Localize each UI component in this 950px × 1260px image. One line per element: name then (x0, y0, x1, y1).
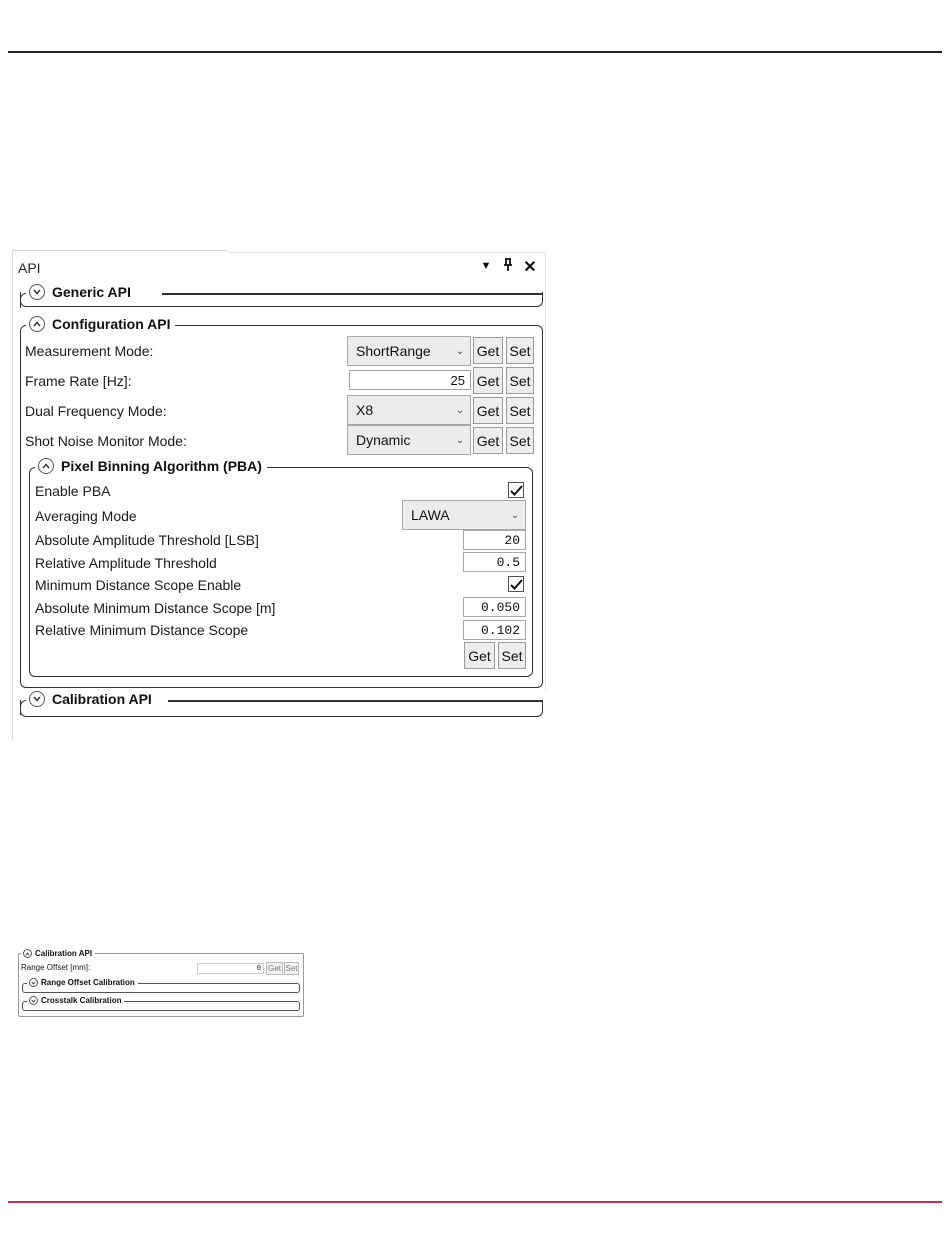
shot-noise-set-button[interactable]: Set (506, 427, 534, 454)
min-distance-scope-enable-label: Minimum Distance Scope Enable (35, 577, 242, 593)
pin-icon[interactable] (500, 258, 516, 275)
range-offset-calibration-title: Range Offset Calibration (41, 978, 135, 987)
range-offset-input[interactable]: 0 (197, 963, 264, 974)
dual-frequency-mode-value: X8 (356, 402, 374, 418)
api-panel (12, 250, 546, 740)
chevron-down-icon: ⌄ (455, 434, 465, 446)
abs-min-distance-scope-label: Absolute Minimum Distance Scope [m] (35, 600, 276, 616)
panel-menu-dropdown-icon[interactable]: ▼ (480, 260, 492, 272)
chevron-down-icon: ⌄ (455, 345, 465, 357)
expand-chevron-icon[interactable] (29, 691, 45, 707)
measurement-mode-select[interactable] (347, 336, 471, 366)
range-offset-get-button[interactable]: Get (266, 962, 283, 975)
averaging-mode-select[interactable] (402, 500, 526, 530)
measurement-mode-get-button[interactable]: Get (473, 337, 503, 364)
pba-header[interactable] (35, 458, 267, 474)
frame-rate-set-button[interactable]: Set (506, 367, 534, 394)
mini-calibration-title: Calibration API (35, 949, 93, 958)
crosstalk-calibration-header[interactable] (27, 996, 124, 1005)
abs-amplitude-threshold-label: Absolute Amplitude Threshold [LSB] (35, 532, 259, 548)
panel-title: API (18, 260, 41, 276)
shot-noise-get-button[interactable]: Get (473, 427, 503, 454)
averaging-mode-label: Averaging Mode (35, 508, 137, 524)
dual-frequency-mode-select[interactable] (347, 395, 471, 425)
mini-calibration-header[interactable] (21, 949, 95, 958)
close-icon[interactable]: ✕ (523, 259, 537, 276)
measurement-mode-set-button[interactable]: Set (506, 337, 534, 364)
frame-rate-label: Frame Rate [Hz]: (25, 373, 132, 389)
configuration-api-header[interactable] (26, 316, 175, 332)
crosstalk-calibration-title: Crosstalk Calibration (41, 996, 122, 1005)
collapse-chevron-icon[interactable] (23, 949, 32, 958)
panel-frame-top (228, 252, 546, 253)
panel-left-border (12, 252, 13, 740)
calibration-api-header[interactable] (26, 691, 157, 707)
pba-set-button[interactable]: Set (498, 642, 526, 669)
shot-noise-monitor-mode-label: Shot Noise Monitor Mode: (25, 433, 187, 449)
top-rule (8, 51, 942, 53)
generic-api-title: Generic API (52, 284, 131, 300)
dual-frequency-set-button[interactable]: Set (506, 397, 534, 424)
measurement-mode-value: ShortRange (356, 343, 431, 359)
calibration-api-title: Calibration API (52, 691, 152, 707)
enable-pba-label: Enable PBA (35, 483, 111, 499)
expand-chevron-icon[interactable] (29, 284, 45, 300)
collapse-chevron-icon[interactable] (29, 316, 45, 332)
expand-chevron-icon[interactable] (29, 996, 38, 1005)
abs-min-distance-scope-input[interactable]: 0.050 (463, 597, 526, 617)
rel-min-distance-scope-label: Relative Minimum Distance Scope (35, 622, 249, 638)
expand-chevron-icon[interactable] (29, 978, 38, 987)
generic-api-top-line (162, 293, 543, 295)
frame-rate-input[interactable]: 25 (349, 370, 471, 390)
rel-amplitude-threshold-label: Relative Amplitude Threshold (35, 555, 217, 571)
averaging-mode-value: LAWA (411, 507, 450, 523)
dual-frequency-mode-label: Dual Frequency Mode: (25, 403, 167, 419)
rel-amplitude-threshold-input[interactable]: 0.5 (463, 552, 526, 572)
min-distance-scope-enable-checkbox[interactable] (508, 576, 524, 592)
dual-frequency-get-button[interactable]: Get (473, 397, 503, 424)
chevron-down-icon: ⌄ (455, 404, 465, 416)
generic-api-header[interactable] (26, 284, 136, 300)
range-offset-set-button[interactable]: Set (285, 964, 298, 973)
calibration-api-thumbnail (17, 948, 303, 1016)
abs-amplitude-threshold-input[interactable]: 20 (463, 530, 526, 550)
bottom-rule (8, 1201, 942, 1203)
calibration-api-top-line (168, 700, 543, 702)
range-offset-label: Range Offset [mm]: (21, 963, 91, 972)
panel-tab-line (12, 250, 228, 251)
range-offset-calibration-header[interactable] (27, 978, 138, 987)
configuration-api-title: Configuration API (52, 316, 171, 332)
shot-noise-monitor-mode-value: Dynamic (356, 432, 411, 448)
enable-pba-checkbox[interactable] (508, 482, 524, 498)
pba-title: Pixel Binning Algorithm (PBA) (61, 458, 262, 474)
rel-min-distance-scope-input[interactable]: 0.102 (463, 620, 526, 640)
measurement-mode-label: Measurement Mode: (25, 343, 154, 359)
pba-get-button[interactable]: Get (464, 642, 495, 669)
frame-rate-get-button[interactable]: Get (473, 367, 503, 394)
collapse-chevron-icon[interactable] (38, 458, 54, 474)
shot-noise-monitor-mode-select[interactable] (347, 425, 471, 455)
panel-right-border (545, 252, 546, 692)
chevron-down-icon: ⌄ (510, 509, 520, 521)
